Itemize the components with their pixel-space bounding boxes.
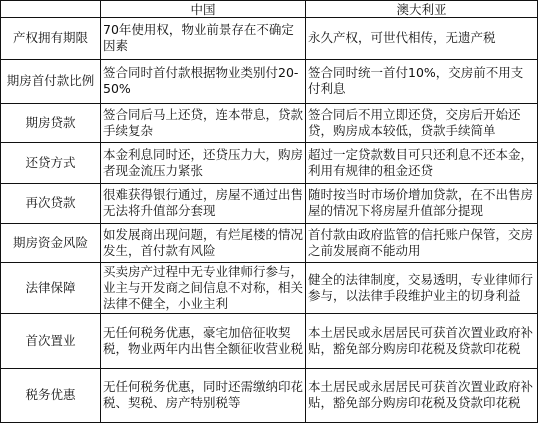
row-label: 产权拥有期限	[1, 18, 101, 59]
australia-cell: 签合同后不用立即还贷，交房后开始还贷，购房成本较低，贷款手续简单	[306, 103, 538, 142]
table-row	[1, 183, 538, 223]
header-australia: 澳大利亚	[306, 1, 538, 18]
table-row	[1, 18, 538, 59]
australia-cell: 签合同时统一首付10%，交房前不用支付利息	[306, 59, 538, 103]
australia-cell: 超过一定贷款数目可只还利息不还本金，利用有规律的租金还贷	[306, 142, 538, 183]
row-label: 法律保障	[1, 262, 101, 313]
australia-cell: 永久产权，可世代相传，无遗产税	[306, 18, 538, 59]
table-row	[1, 368, 538, 422]
china-cell: 无任何税务优惠，同时还需缴纳印花税、契税、房产特别税等	[101, 368, 306, 422]
china-cell: 如发展商出现问题，有烂尾楼的情况发生，首付款有风险	[101, 223, 306, 262]
row-label: 税务优惠	[1, 368, 101, 422]
china-cell: 签合同后马上还贷，连本带息，贷款手续复杂	[101, 103, 306, 142]
table-row	[1, 314, 538, 368]
china-cell: 本金利息同时还，还贷压力大，购房者现金流压力紧张	[101, 142, 306, 183]
china-cell: 签合同时首付款根据物业类别付20-50%	[101, 59, 306, 103]
table-row	[1, 223, 538, 262]
china-cell: 无任何税务优惠，豪宅加倍征收契税，物业两年内出售全额征收营业税	[101, 314, 306, 368]
china-cell: 70年使用权，物业前景存在不确定因素	[101, 18, 306, 59]
china-cell: 很难获得银行通过，房屋不通过出售无法将升值部分套现	[101, 183, 306, 223]
row-label: 还贷方式	[1, 142, 101, 183]
table-row	[1, 103, 538, 142]
row-label: 期房资金风险	[1, 223, 101, 262]
australia-cell: 本土居民或永居居民可获首次置业政府补贴，豁免部分购房印花税及贷款印花税	[306, 314, 538, 368]
australia-cell: 本土居民或永居居民可获首次置业政府补贴，豁免部分购房印花税及贷款印花税	[306, 368, 538, 422]
row-label: 期房贷款	[1, 103, 101, 142]
table-row	[1, 142, 538, 183]
australia-cell: 首付款由政府监管的信托账户保管，交房之前发展商不能动用	[306, 223, 538, 262]
australia-cell: 随时按当时市场价增加贷款，在不出售房屋的情况下将房屋升值部分提现	[306, 183, 538, 223]
header-corner	[1, 1, 101, 18]
header-row	[1, 1, 538, 18]
header-china: 中国	[101, 1, 306, 18]
table-row	[1, 59, 538, 103]
table-row	[1, 262, 538, 313]
australia-cell: 健全的法律制度，交易透明，专业律师行参与，以法律手段维护业主的切身利益	[306, 262, 538, 313]
row-label: 期房首付款比例	[1, 59, 101, 103]
china-cell: 买卖房产过程中无专业律师行参与，业主与开发商之间信息不对称，相关法律不健全，小业主利	[101, 262, 306, 313]
row-label: 首次置业	[1, 314, 101, 368]
row-label: 再次贷款	[1, 183, 101, 223]
